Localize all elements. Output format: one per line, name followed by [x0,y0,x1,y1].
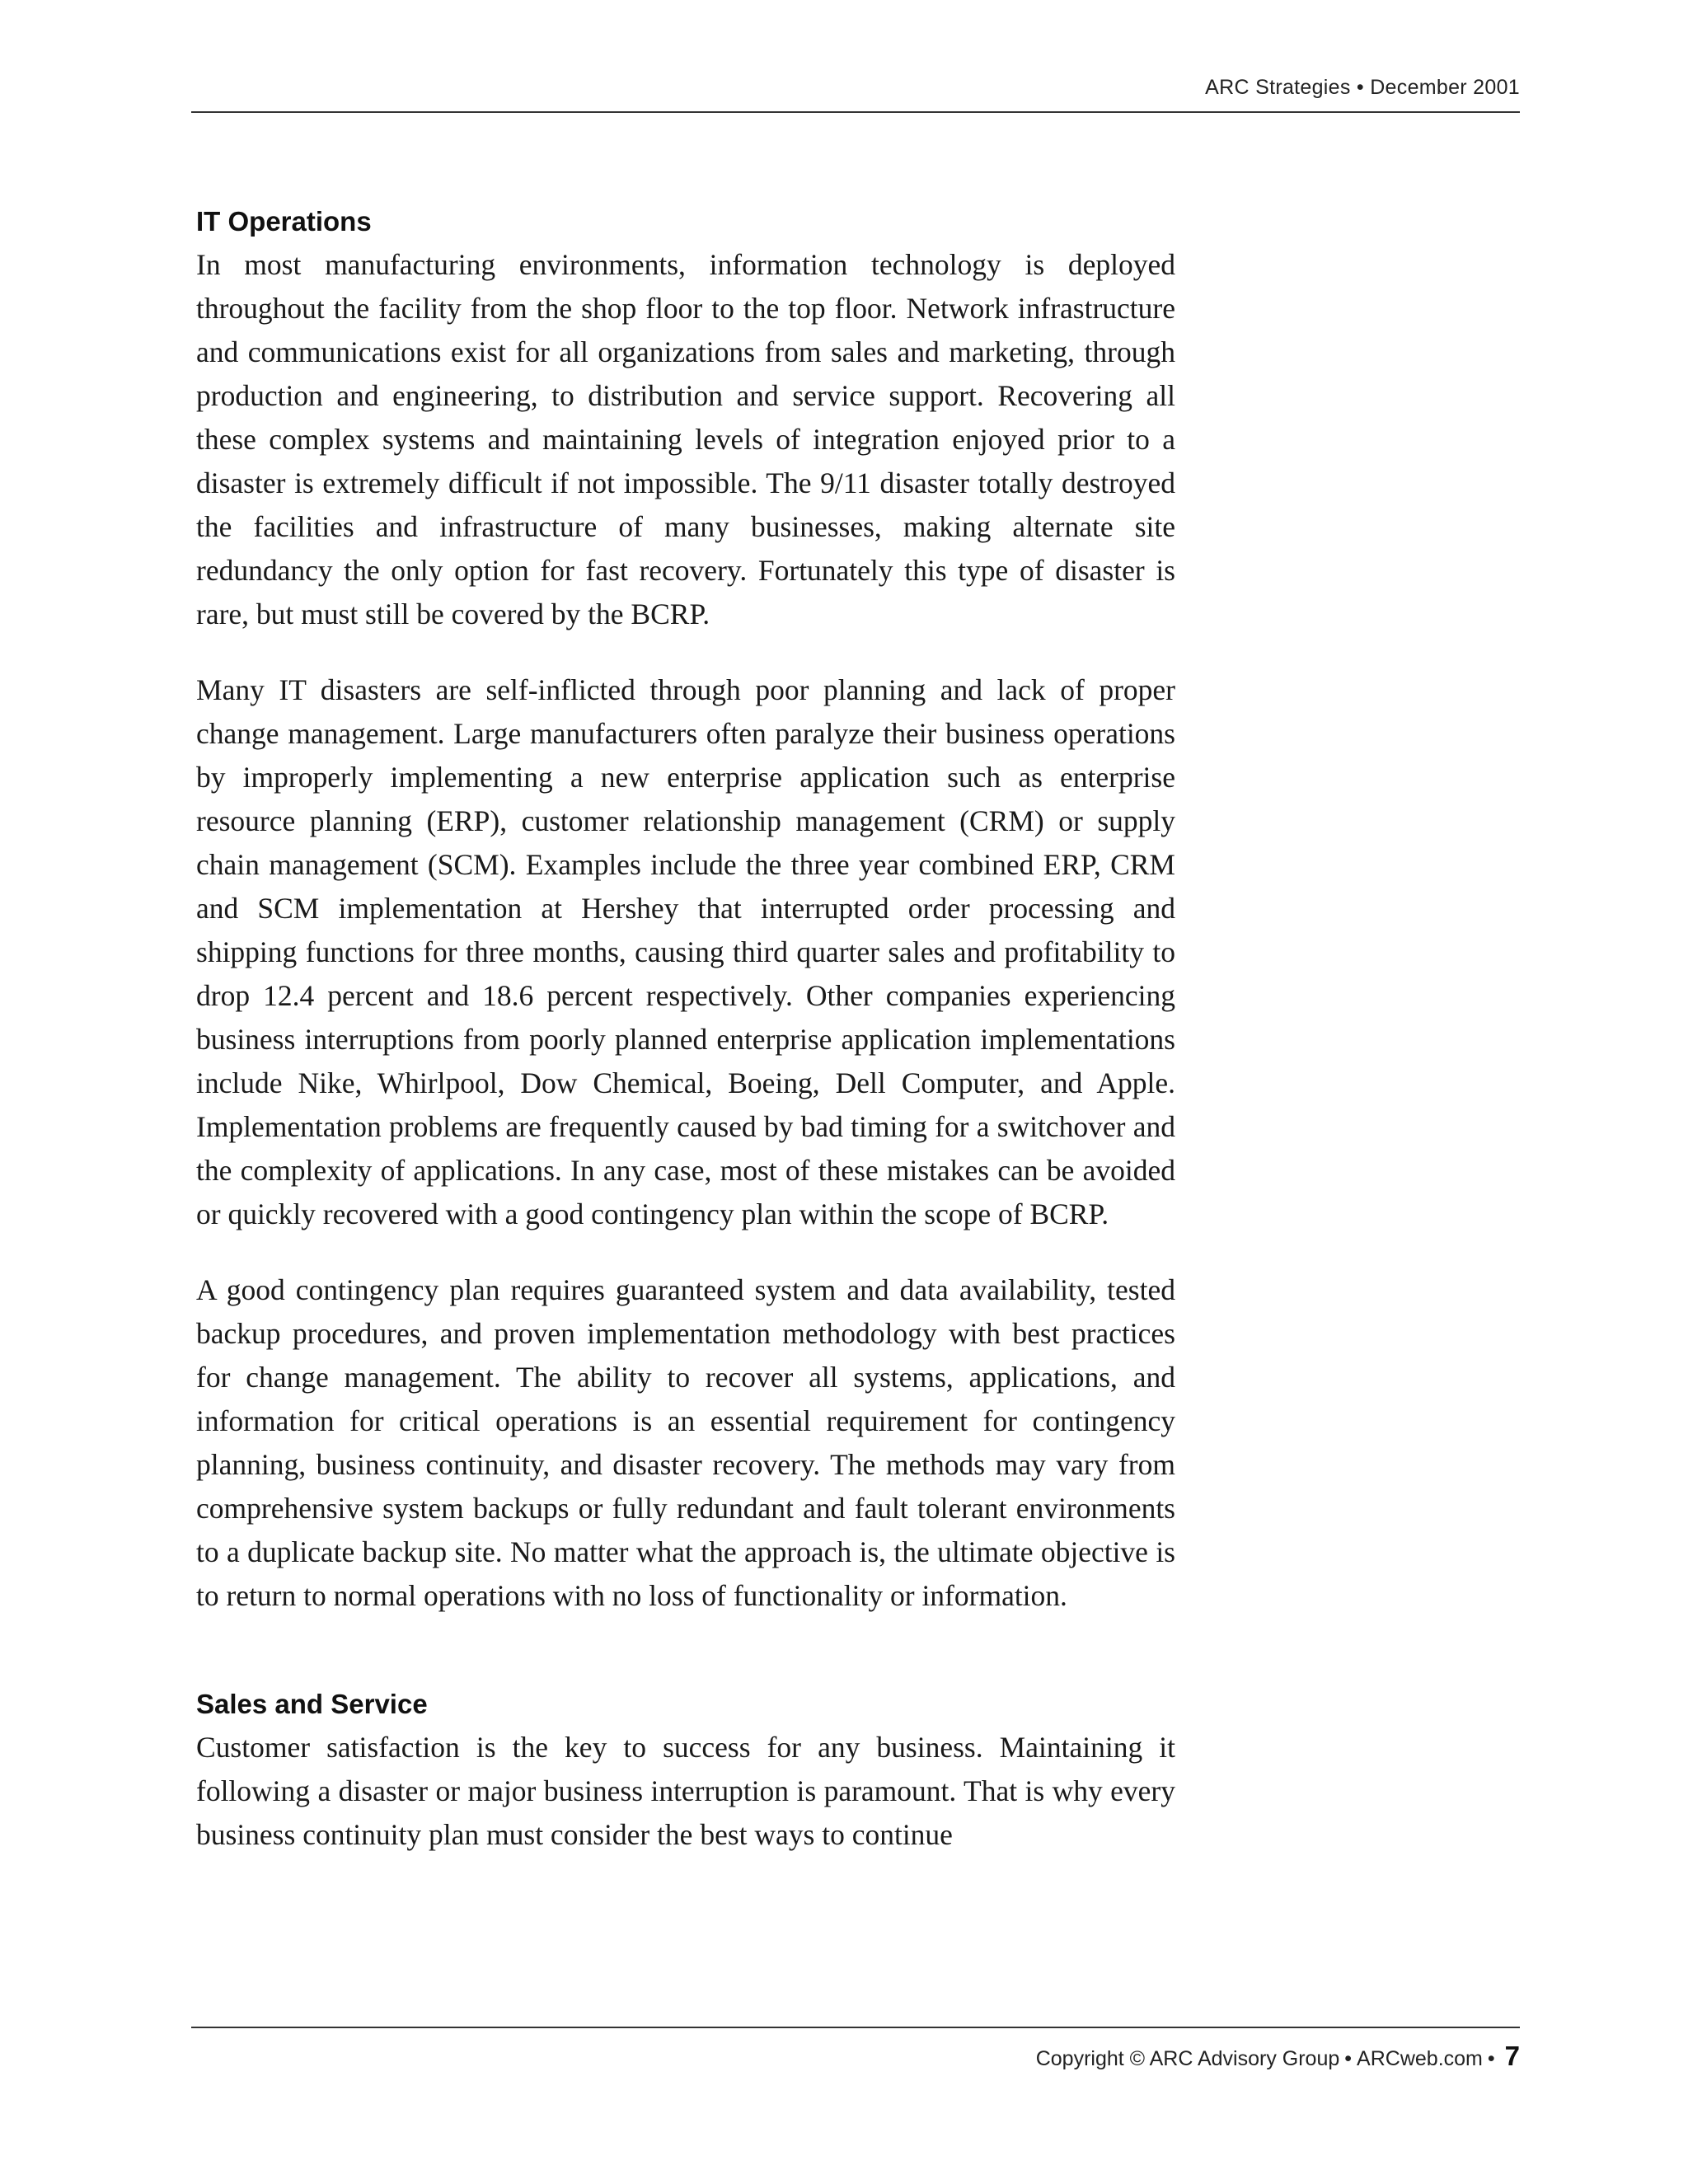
website-text: ARCweb.com [1357,2047,1483,2070]
page-header [191,76,1520,112]
footer-separator: • [1344,2047,1353,2070]
running-title: ARC Strategies • December 2001 [1205,76,1520,99]
footer-separator: • [1487,2047,1495,2070]
section-sales-and-service [196,1682,1175,1857]
footer-divider [191,2027,1520,2028]
section-heading: Sales and Service [196,1689,428,1719]
paragraph: In most manufacturing environments, information technology is deployed throughout the facility from the shop floor to the top floor. Network infrastructure and communications exist for all organizations from sales and marketing, through production and engineering, to distribution and service support. Recovering all these complex systems and maintaining levels of integration enjoyed prior to a disaster is extremely difficult if not impossible. The 9/11 disaster totally destroyed the facilities and infrastructure of many businesses, making alternate site redundancy the only option for fast recovery. Fortunately this type of disaster is rare, but must still be covered by the BCRP. [196,248,1175,630]
copyright-text: Copyright © ARC Advisory Group [1035,2047,1340,2070]
paragraph: Customer satisfaction is the key to success for any business. Maintaining it following a disaster or major business interruption is paramount. That is why every business continuity plan must consider the best ways to continue [196,1731,1175,1851]
article-body [196,199,1175,1857]
paragraph: Many IT disasters are self-inflicted through poor planning and lack of proper change management. Large manufacturers often paralyze their business operations by improperly implementing a new enterprise application such as enterprise resource planning (ERP), customer relationship management (CRM) or supply chain management (SCM). Examples include the three year combined ERP, CRM and SCM implementation at Hershey that interrupted order processing and shipping functions for three months, causing third quarter sales and profitability to drop 12.4 percent and 18.6 percent respectively. Other companies experiencing business interruptions from poorly planned enterprise application implementations include Nike, Whirlpool, Dow Chemical, Boeing, Dell Computer, and Apple. Implementation problems are frequently caused by bad timing for a switchover and the complexity of applications. In any case, most of these mistakes can be avoided or quickly recovered with a good contingency plan within the scope of BCRP. [196,673,1175,1230]
paragraph: A good contingency plan requires guaranteed system and data availability, tested backup procedures, and proven implementation methodology with best practices for change management. The ability to recover all systems, applications, and information for critical operations is an essential requirement for contingency planning, business continuity, and disaster recovery. The methods may vary from comprehensive system backups or fully redundant and fault tolerant environments to a duplicate backup site. No matter what the approach is, the ultimate objective is to return to normal operations with no loss of functionality or information. [196,1273,1175,1612]
page-footer [1036,2041,1520,2072]
header-divider [191,111,1520,113]
section-it-operations [196,199,1175,1618]
section-heading: IT Operations [196,206,372,237]
page-number: 7 [1504,2041,1520,2071]
